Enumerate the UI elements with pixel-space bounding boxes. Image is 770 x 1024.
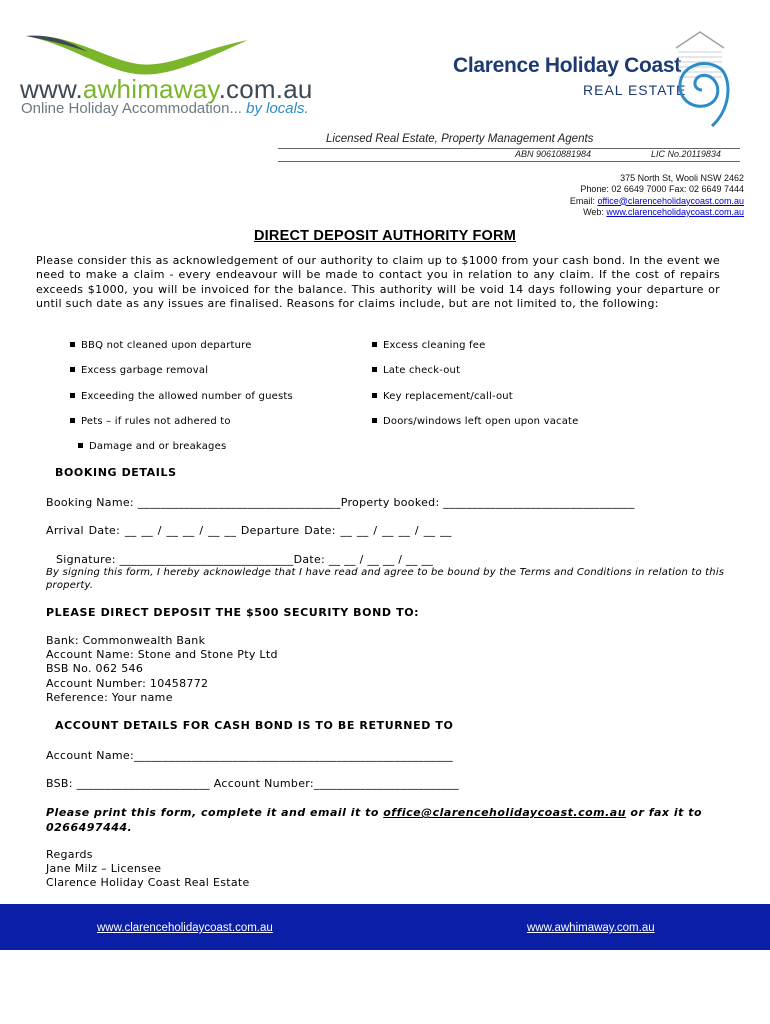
phone-fax: Phone: 02 6649 7000 Fax: 02 6649 7444 <box>580 184 744 195</box>
list-item: Excess cleaning fee <box>372 340 485 351</box>
booking-name-field[interactable]: Booking Name: ___________________________________Property booked: _________________________________ <box>46 496 635 509</box>
licence-number: LIC No.20119834 <box>651 149 721 159</box>
list-item: Late check-out <box>372 365 460 376</box>
signoff <box>46 848 250 891</box>
contact-block <box>570 173 744 218</box>
regards-text: Regards <box>46 848 93 861</box>
account-number: Account Number: 10458772 <box>46 676 209 690</box>
print-instruction: Please print this form, complete it and email it to office@clarenceholidaycoast.com.au or fax it to 0266497444. <box>46 806 703 834</box>
bank-details <box>46 634 278 705</box>
return-heading: ACCOUNT DETAILS FOR CASH BOND IS TO BE RETURNED TO <box>55 719 454 732</box>
acknowledgement-text: By signing this form, I hereby acknowledge that I have read and agree to be bound by the Terms and Conditions in relation to this property. <box>46 567 725 591</box>
list-item: BBQ not cleaned upon departure <box>70 340 252 351</box>
swoosh-icon <box>18 30 258 80</box>
instruction-email-link[interactable]: office@clarenceholidaycoast.com.au <box>383 806 627 819</box>
licensee-name: Jane Milz – Licensee <box>46 862 162 876</box>
deposit-heading: PLEASE DIRECT DEPOSIT THE $500 SECURITY BOND TO: <box>46 606 420 619</box>
house-shell-icon <box>672 30 732 130</box>
footer-link-clarence[interactable]: www.clarenceholidaycoast.com.au <box>97 922 273 934</box>
bank-name: Bank: Commonwealth Bank <box>46 634 206 647</box>
awhimaway-logo <box>18 30 328 120</box>
clarence-logo <box>450 30 750 130</box>
company-subtitle: REAL ESTATE <box>583 82 687 98</box>
licensed-line: Licensed Real Estate, Property Management Agents <box>326 133 594 145</box>
account-name: Account Name: Stone and Stone Pty Ltd <box>46 648 278 662</box>
return-bsb-account-field[interactable]: BSB: _______________________ Account Number:_________________________ <box>46 777 459 790</box>
email-label: Email: <box>569 195 598 206</box>
company-name: Clarence Holiday Coast <box>453 54 681 77</box>
web-link[interactable]: www.clarenceholidaycoast.com.au <box>606 206 744 217</box>
intro-paragraph: Please consider this as acknowledgement of our authority to claim up to $1000 from your cash bond. In the event we need to make a claim - every endeavour will be made to contact you in relation to any claim. If the cost of repairs exceeds $1000, you will be invoiced for the balance. This authority will be void 14 days following your departure or until such date as any issues are finalised. Reasons for claims include, but are not limited to, the following: <box>36 254 720 310</box>
list-item: Damage and or breakages <box>78 441 226 452</box>
company-signoff: Clarence Holiday Coast Real Estate <box>46 876 250 890</box>
booking-heading: BOOKING DETAILS <box>55 466 177 479</box>
web-label: Web: <box>583 206 607 217</box>
signature-field[interactable]: Signature: ______________________________Date: __ __ / __ __ / __ __ <box>56 553 434 566</box>
header-divider-lower <box>278 161 740 162</box>
list-item: Excess garbage removal <box>70 365 208 376</box>
dates-field[interactable]: Arrival Date: __ __ / __ __ / __ __ Departure Date: __ __ / __ __ / __ __ <box>46 524 452 537</box>
reference: Reference: Your name <box>46 690 173 704</box>
list-item: Pets – if rules not adhered to <box>70 416 231 427</box>
footer-link-awhimaway[interactable]: www.awhimaway.com.au <box>527 922 655 934</box>
logo-url: www.awhimaway.com.au <box>20 74 313 104</box>
list-item: Key replacement/call-out <box>372 391 513 402</box>
email-link[interactable]: office@clarenceholidaycoast.com.au <box>597 195 744 206</box>
bsb-number: BSB No. 062 546 <box>46 662 144 676</box>
street-address: 375 North St, Wooli NSW 2462 <box>620 173 744 183</box>
list-item: Doors/windows left open upon vacate <box>372 416 579 427</box>
logo-tagline: Online Holiday Accommodation... by locals. <box>21 100 309 117</box>
form-title: DIRECT DEPOSIT AUTHORITY FORM <box>254 228 516 244</box>
return-account-name-field[interactable]: Account Name:_______________________________________________________ <box>46 749 453 762</box>
footer-bar <box>0 904 770 950</box>
list-item: Exceeding the allowed number of guests <box>70 391 293 402</box>
abn-number: ABN 90610881984 <box>515 149 592 159</box>
